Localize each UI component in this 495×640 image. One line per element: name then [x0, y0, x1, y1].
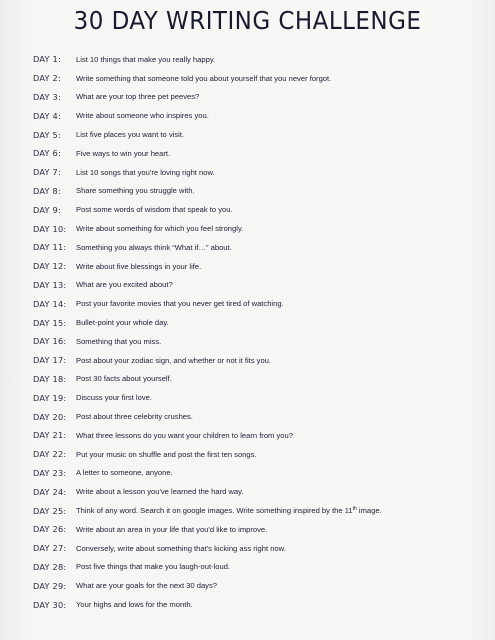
day-prompt — [76, 506, 382, 515]
day-label: DAY 8: — [33, 185, 61, 196]
prompt-text: Your highs and lows for the month. — [76, 600, 193, 609]
list-item — [33, 276, 483, 295]
prompt-text: Post your favorite movies that you never get tired of watching. — [76, 299, 284, 309]
day-prompt — [76, 356, 271, 365]
list-item — [33, 332, 483, 351]
day-label: DAY 3: — [33, 91, 61, 102]
list-item — [33, 445, 483, 464]
list-item — [33, 501, 483, 520]
day-prompt — [76, 431, 293, 440]
day-label: DAY 4: — [33, 110, 61, 121]
page-title: 30 DAY WRITING CHALLENGE — [73, 6, 422, 35]
list-item — [33, 426, 483, 445]
day-prompt — [76, 525, 267, 534]
prompt-text: Share something you struggle with. — [76, 186, 195, 196]
prompt-text: Post five things that make you laugh-out-loud. — [76, 562, 231, 572]
list-item — [33, 313, 483, 332]
day-prompt — [76, 168, 215, 177]
prompt-text: Write about something for which you feel strongly. — [76, 224, 244, 234]
prompt-text: Five ways to win your heart. — [76, 148, 171, 158]
list-item — [33, 238, 483, 257]
day-label: DAY 13: — [33, 279, 67, 290]
day-prompt — [76, 130, 184, 139]
day-prompt — [76, 412, 193, 421]
day-label: DAY 29: — [33, 580, 67, 591]
day-label: DAY 14: — [33, 298, 67, 309]
day-label: DAY 9: — [33, 204, 61, 215]
day-prompt — [76, 262, 201, 271]
prompt-text: What are your top three pet peeves? — [76, 92, 200, 102]
prompt-text: Bullet-point your whole day. — [76, 318, 169, 328]
day-label: DAY 15: — [33, 317, 67, 328]
list-item — [33, 88, 483, 107]
prompt-text: Write about an area in your life that you'd like to improve. — [76, 524, 268, 534]
prompt-text: List 10 songs that you're loving right now. — [76, 167, 215, 177]
day-prompt — [76, 111, 209, 120]
day-prompt — [76, 487, 244, 496]
list-item — [33, 464, 483, 483]
day-prompt — [76, 374, 172, 383]
day-prompt — [76, 562, 230, 571]
day-prompt — [76, 337, 161, 346]
list-item — [33, 69, 483, 88]
list-item — [33, 125, 483, 144]
list-item — [33, 219, 483, 238]
day-label: DAY 6: — [33, 148, 61, 159]
prompt-text: Post some words of wisdom that speak to you. — [76, 205, 233, 215]
prompt-text: Think of any word. Search it on google images. Write something inspired by the 11 — [76, 506, 353, 516]
day-prompt — [76, 318, 169, 327]
prompt-text: Discuss your first love. — [76, 393, 152, 403]
day-label: DAY 22: — [33, 449, 67, 460]
day-label: DAY 19: — [33, 392, 67, 403]
day-label: DAY 7: — [33, 167, 61, 178]
prompt-text: Post 30 facts about yourself. — [76, 374, 172, 384]
list-item — [33, 520, 483, 539]
challenge-list — [33, 50, 483, 614]
day-label: DAY 16: — [33, 336, 67, 347]
prompt-text: Write something that someone told you about yourself that you never forgot. — [76, 73, 332, 83]
list-item — [33, 144, 483, 163]
day-prompt — [76, 299, 284, 308]
list-item — [33, 482, 483, 501]
prompt-text: Post about three celebrity crushes. — [76, 412, 193, 422]
list-item — [33, 370, 483, 389]
day-prompt — [76, 600, 193, 609]
day-prompt — [76, 243, 232, 252]
list-item — [33, 351, 483, 370]
prompt-text: What three lessons do you want your children to learn from you? — [76, 430, 293, 440]
day-label: DAY 1: — [33, 54, 61, 65]
prompt-text: What are your goals for the next 30 days? — [76, 581, 217, 591]
prompt-text: Conversely, write about something that's kicking ass right now. — [76, 543, 286, 553]
prompt-text: Write about someone who inspires you. — [76, 111, 209, 121]
day-prompt — [76, 149, 170, 158]
day-prompt — [76, 55, 215, 64]
day-label: DAY 10: — [33, 223, 67, 234]
list-item — [33, 163, 483, 182]
list-item — [33, 50, 483, 69]
prompt-text: Put your music on shuffle and post the first ten songs. — [76, 449, 257, 459]
list-item — [33, 558, 483, 577]
list-item — [33, 294, 483, 313]
day-label: DAY 11: — [33, 242, 67, 253]
list-item — [33, 539, 483, 558]
day-label: DAY 12: — [33, 261, 67, 272]
prompt-suffix: image. — [356, 506, 382, 516]
list-item — [33, 257, 483, 276]
day-label: DAY 5: — [33, 129, 61, 140]
day-label: DAY 28: — [33, 561, 67, 572]
day-label: DAY 23: — [33, 467, 67, 478]
day-prompt — [76, 205, 233, 214]
day-label: DAY 26: — [33, 524, 67, 535]
day-prompt — [76, 544, 286, 553]
list-item — [33, 200, 483, 219]
day-label: DAY 17: — [33, 355, 67, 366]
prompt-superscript: th — [352, 506, 357, 513]
prompt-text: List 10 things that make you really happy. — [76, 54, 216, 64]
day-label: DAY 2: — [33, 73, 61, 84]
day-label: DAY 20: — [33, 411, 67, 422]
day-prompt — [76, 581, 217, 590]
day-label: DAY 18: — [33, 373, 67, 384]
day-prompt — [76, 74, 331, 83]
day-label: DAY 30: — [33, 599, 67, 610]
list-item — [33, 595, 483, 614]
day-prompt — [76, 468, 173, 477]
day-label: DAY 27: — [33, 543, 67, 554]
day-prompt — [76, 224, 243, 233]
prompt-text: Write about five blessings in your life. — [76, 261, 202, 271]
day-label: DAY 24: — [33, 486, 67, 497]
day-label: DAY 21: — [33, 430, 67, 441]
day-prompt — [76, 450, 257, 459]
list-item — [33, 576, 483, 595]
day-prompt — [76, 393, 152, 402]
day-prompt — [76, 280, 173, 289]
list-item — [33, 407, 483, 426]
prompt-text: A letter to someone, anyone. — [76, 468, 173, 478]
prompt-text: Post about your zodiac sign, and whether or not it fits you. — [76, 355, 272, 365]
prompt-text: Write about a lesson you've learned the hard way. — [76, 487, 244, 497]
list-item — [33, 182, 483, 201]
day-prompt — [76, 186, 195, 195]
prompt-text: Something you always think “What if…” about. — [76, 242, 232, 252]
prompt-text: List five places you want to visit. — [76, 130, 185, 140]
day-prompt — [76, 92, 199, 101]
prompt-text: Something that you miss. — [76, 336, 162, 346]
list-item — [33, 106, 483, 125]
day-label: DAY 25: — [33, 505, 67, 516]
prompt-text: What are you excited about? — [76, 280, 173, 290]
list-item — [33, 388, 483, 407]
